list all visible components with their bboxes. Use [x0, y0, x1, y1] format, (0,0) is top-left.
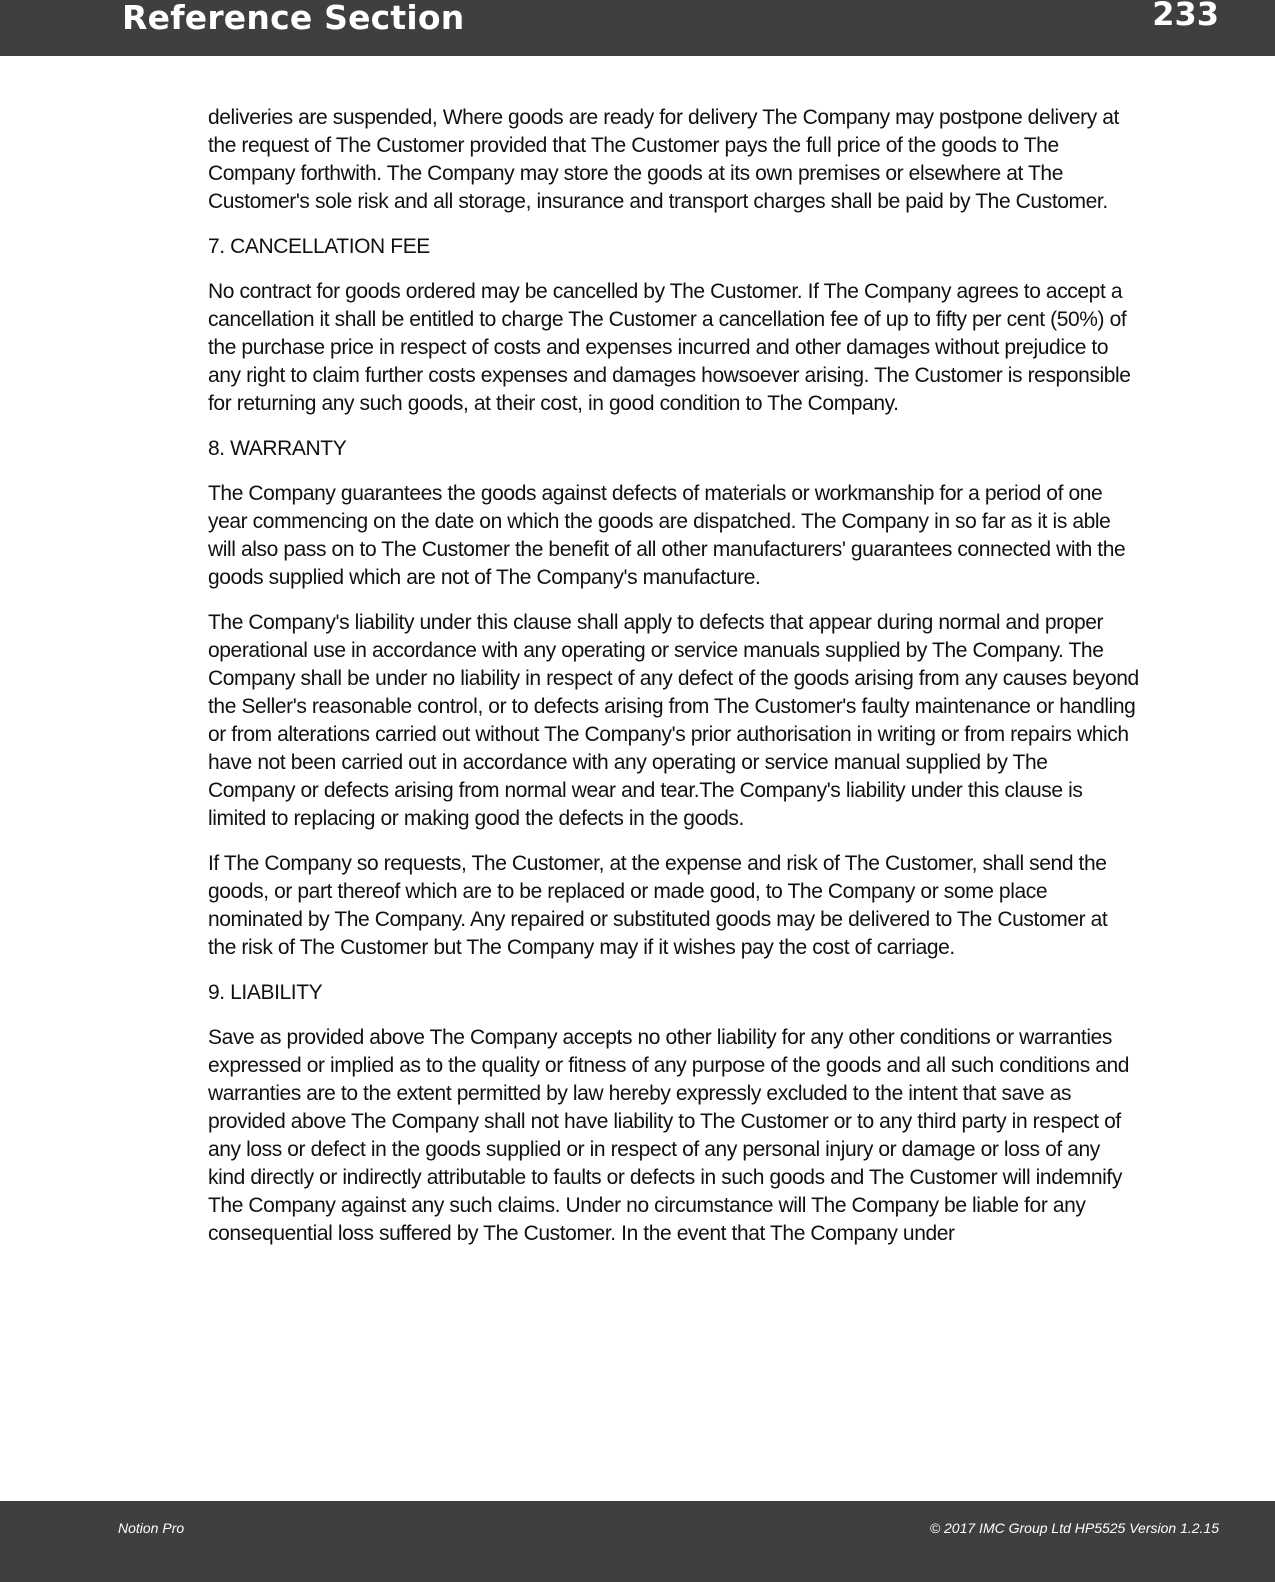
cancellation-fee-paragraph: No contract for goods ordered may be cancelled by The Customer. If The Company agrees to accept a cancellation it shall be entitled to charge The Customer a cancellation fee of up to fifty per cent (50%) of the purchase price in respect of costs and expenses incurred and other damages without prejudice to any right to claim further costs expenses and damages howsoever arising. The Customer is responsible for returning any such goods, at their cost, in good condition to The Company. [208, 280, 1131, 415]
intro-paragraph: deliveries are suspended, Where goods are ready for delivery The Company may postpone delivery at the request of The Customer provided that The Customer pays the full price of the goods to The Company forthwith. The Company may store the goods at its own premises or elsewhere at The Customer's sole risk and all storage, insurance and transport charges shall be paid by The Customer. [208, 106, 1119, 213]
section-heading-liability: 9. LIABILITY [208, 981, 323, 1004]
liability-paragraph: Save as provided above The Company accepts no other liability for any other conditions or warranties expressed or implied as to the quality or fitness of any purpose of the goods and all such conditions and warranties are to the extent permitted by law hereby expressly excluded to the intent that save as provided above The Company shall not have liability to The Customer or to any third party in respect of any loss or defect in the goods supplied or in respect of any personal injury or damage or loss of any kind directly or indirectly attributable to faults or defects in such goods and The Customer will indemnify The Company against any such claims. Under no circumstance will The Company be liable for any consequential loss suffered by The Customer. In the event that The Company under [208, 1026, 1130, 1245]
footer-product-name: Notion Pro [118, 1520, 185, 1536]
page-footer-bar [0, 1501, 1275, 1582]
section-heading-cancellation-fee: 7. CANCELLATION FEE [208, 235, 430, 258]
footer-copyright: © 2017 IMC Group Ltd HP5525 Version 1.2.15 [929, 1520, 1219, 1536]
page-header-title: Reference Section [122, 0, 465, 37]
page-number: 233 [1152, 0, 1219, 33]
warranty-paragraph-2: The Company's liability under this clause shall apply to defects that appear during normal and proper operational use in accordance with any operating or service manuals supplied by The Company. The Company shall be under no liability in respect of any defect of the goods arising from any causes beyond the Seller's reasonable control, or to defects arising from The Customer's faulty maintenance or handling or from alterations carried out without The Company's prior authorisation in writing or from repairs which have not been carried out in accordance with any operating or service manual supplied by The Company or defects arising from normal wear and tear.The Company's liability under this clause is limited to replacing or making good the defects in the goods. [208, 611, 1139, 830]
warranty-paragraph-1: The Company guarantees the goods against defects of materials or workmanship for a period of one year commencing on the date on which the goods are dispatched. The Company in so far as it is able will also pass on to The Customer the benefit of all other manufacturers' guarantees connected with the goods supplied which are not of The Company's manufacture. [208, 482, 1126, 589]
warranty-paragraph-3: If The Company so requests, The Customer, at the expense and risk of The Customer, shall send the goods, or part thereof which are to be replaced or made good, to The Company or some place nominated by The Company. Any repaired or substituted goods may be delivered to The Customer at the risk of The Customer but The Company may if it wishes pay the cost of carriage. [208, 852, 1108, 959]
section-heading-warranty: 8. WARRANTY [208, 437, 347, 460]
document-body [208, 104, 1140, 1265]
